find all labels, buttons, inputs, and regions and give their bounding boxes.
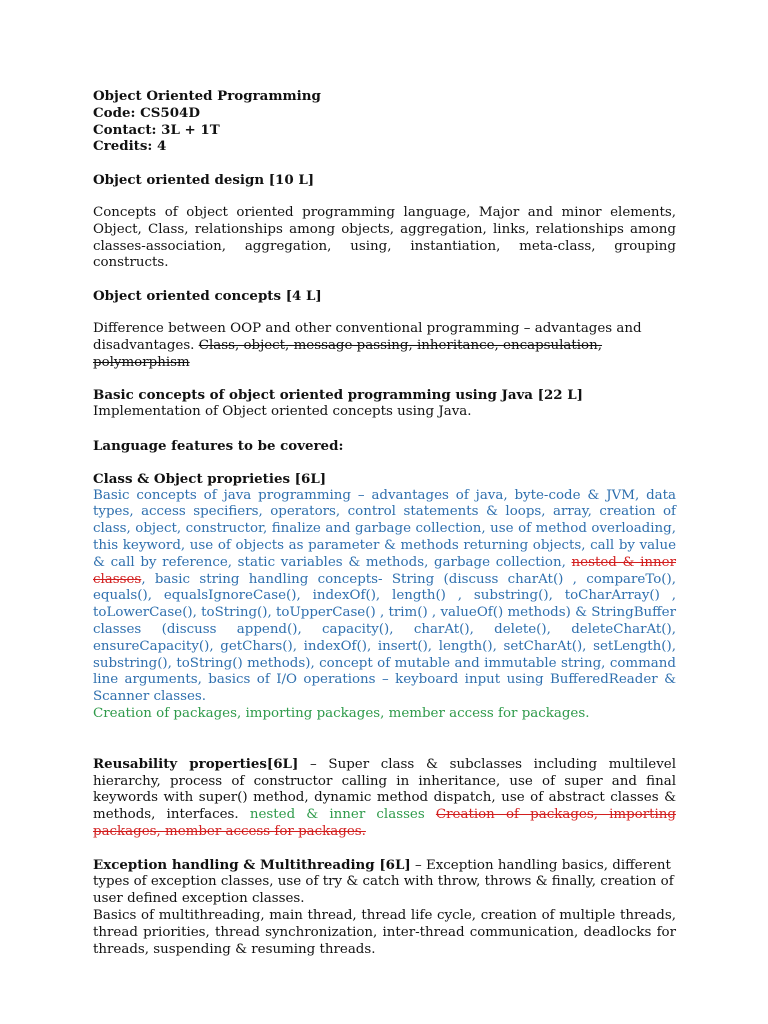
section-heading-reusability: Reusability properties[6L] [93,755,299,772]
exception-text: – Exception handling basics, different types of exception classes, use of try & catch with throw, throws & finally, creation of user defined exception classes. [93,857,674,907]
class-object-text-b: , basic string handling concepts- String (discuss charAt() , compareTo(), equals(), equalsIgnoreCase(), indexOf(), length() , substring(), toCharArray() , toLowerCase(), toString(), toUpperCase() , trim() , valueOf() methods) & StringBuffer classes (discuss append(), capacity(), charAt(), delete(), deleteCharAt(), ensureCapacity(), getChars(), indexOf(), insert(), length(), setCharAt(), setLength(), substring(), toString() methods), concept of mutable and immutable string, command line arguments, basics of I/O operations – keyboard input using BufferedReader & Scanner classes. [93,571,676,705]
section-heading-class-object: Class & Object proprieties [6L] [93,470,327,487]
section-text-class-object [93,488,676,706]
section-heading-java: Basic concepts of object oriented programming using Java [22 L] [93,387,584,404]
course-code: Code: CS504D [93,104,200,121]
course-credits: Credits: 4 [93,138,167,155]
class-object-struck-text: nested & inner classes [93,554,676,587]
section-text-concepts [93,321,676,371]
section-heading-concepts: Object oriented concepts [4 L] [93,288,322,305]
class-object-text-a: Basic concepts of java programming – advantages of java, byte-code & JVM, data types, access specifiers, operators, control statements & loops, array, creation of class, object, constructor, finalize and garbage collection, use of method overloading, this keyword, use of objects as parameter & methods returning objects, call by value & call by reference, static variables & methods, garbage collection, [93,487,676,570]
course-contact: Contact: 3L + 1T [93,121,220,138]
course-title: Object Oriented Programming [93,88,321,104]
section-heading-exception: Exception handling & Multithreading [6L] [93,856,411,873]
reusability-text: – Super class & subclasses including multilevel hierarchy, process of constructor calling in inheritance, use of super and final keywords with super() method, dynamic method dispatch, use of abstract classes & methods, interfaces. [93,756,676,823]
course-header [93,88,676,155]
class-object-packages-text: Creation of packages, importing packages, member access for packages. [93,705,590,721]
section-heading-design: Object oriented design [10 L] [93,172,315,189]
section-text-java: Implementation of Object oriented concepts using Java. [93,404,472,420]
reusability-added-text: nested & inner classes [249,807,425,823]
section-exception [93,857,676,908]
concepts-struck-text: Class, object, message passing, inheritance, encapsulation, polymorphism [93,337,603,370]
section-text-design: Concepts of object oriented programming language, Major and minor elements, Object, Class, relationships among objects, aggregation, links, relationships among classes-association, aggregation, using, instantiation, meta-class, grouping constructs. [93,204,676,271]
section-heading-features: Language features to be covered: [93,437,344,454]
reusability-struck-text: Creation of packages, importing packages, member access for packages. [93,807,676,839]
concepts-text: Difference between OOP and other conventional programming – advantages and disadvantages. [93,320,642,353]
section-text-threads: Basics of multithreading, main thread, thread life cycle, creation of multiple threads, thread priorities, thread synchronization, inter-thread communication, deadlocks for threads, suspending & resuming threads. [93,908,676,957]
syllabus-page [93,88,676,958]
section-reusability [93,756,676,841]
